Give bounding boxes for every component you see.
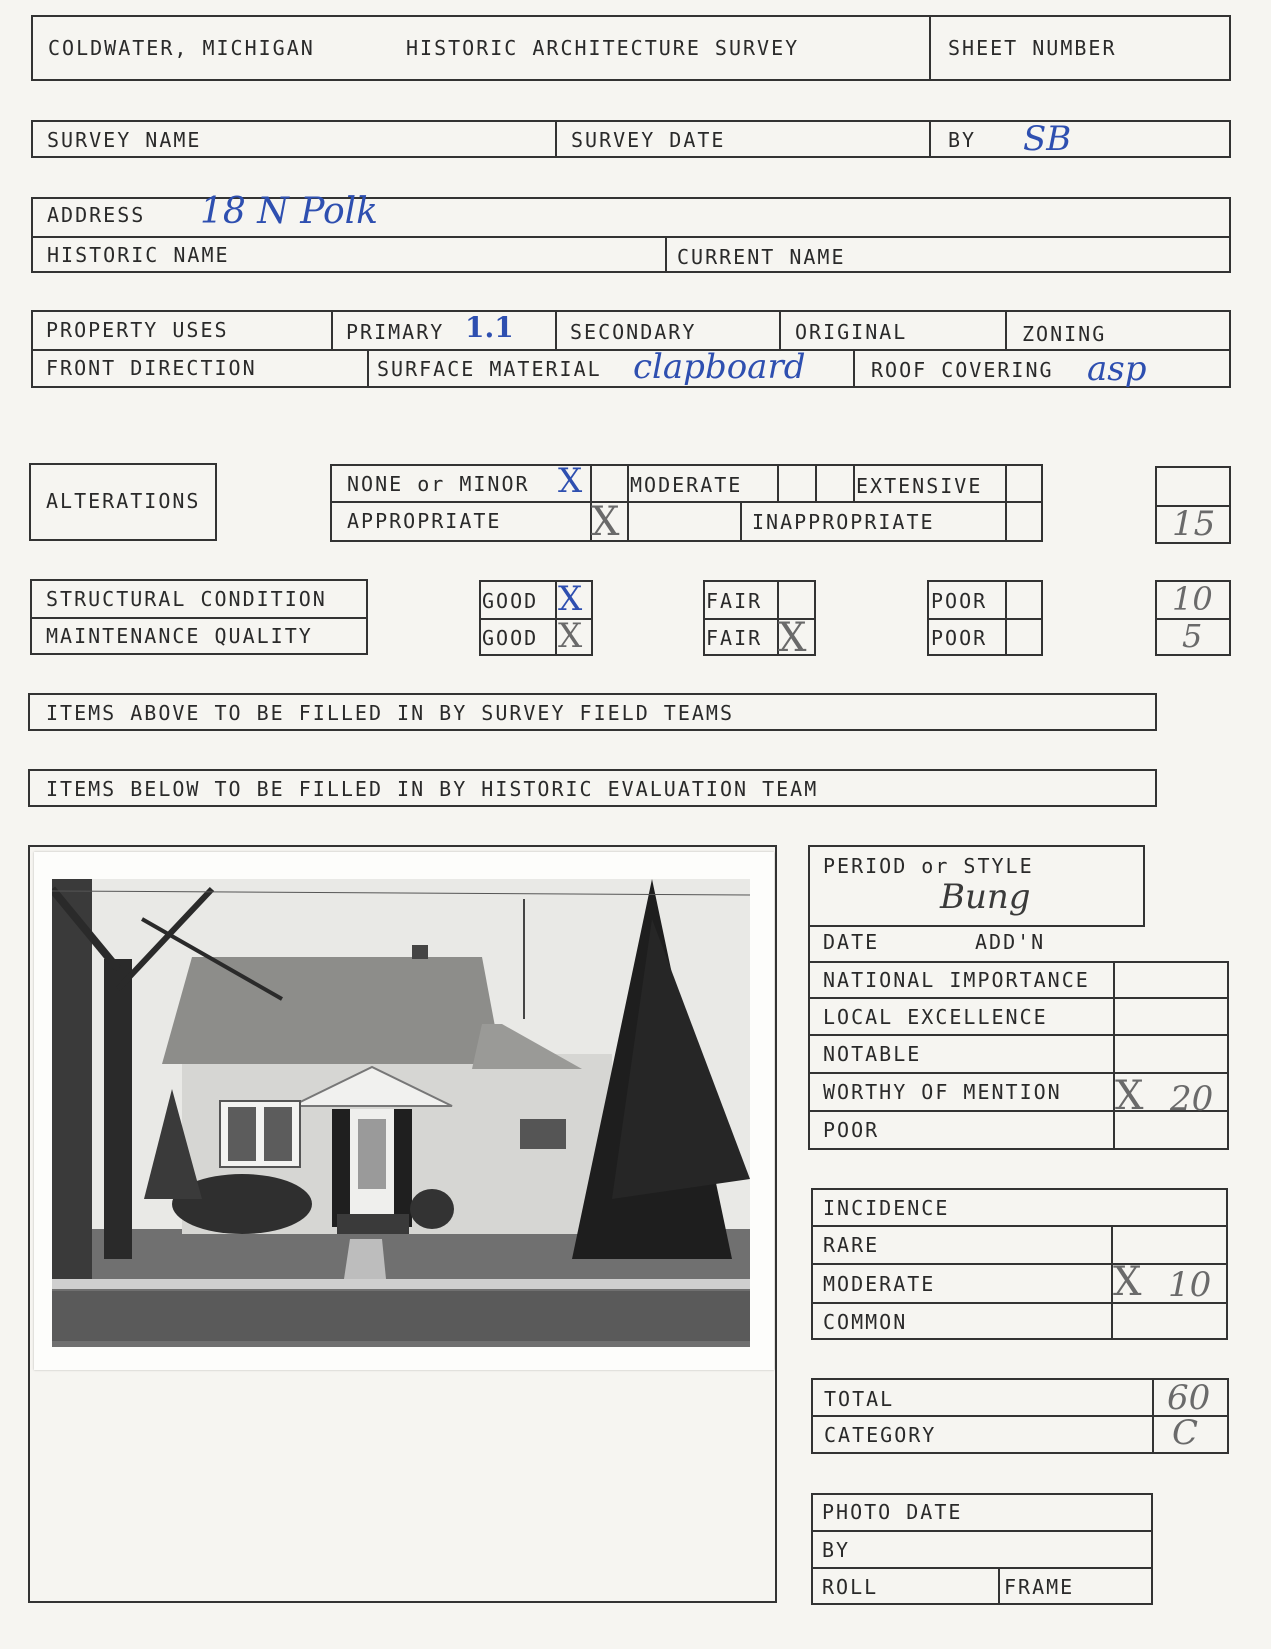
below-note: ITEMS BELOW TO BE FILLED IN BY HISTORIC EVALUATION TEAM bbox=[46, 777, 819, 801]
worthy-score: 20 bbox=[1170, 1079, 1214, 1119]
rare-label: RARE bbox=[823, 1233, 880, 1257]
importance-poor-label: POOR bbox=[823, 1118, 880, 1142]
appropriate-label: APPROPRIATE bbox=[347, 509, 502, 533]
period-style-label: PERIOD or STYLE bbox=[823, 854, 1034, 878]
maintenance-fair-label: FAIR bbox=[706, 626, 763, 650]
roll-label: ROLL bbox=[822, 1575, 879, 1599]
category-label: CATEGORY bbox=[824, 1423, 937, 1447]
total-value: 60 bbox=[1167, 1378, 1211, 1418]
structural-poor-label: POOR bbox=[931, 589, 988, 613]
none-minor-mark: X bbox=[558, 461, 583, 501]
incidence-moderate-score: 10 bbox=[1168, 1265, 1212, 1305]
frame-label: FRAME bbox=[1004, 1575, 1075, 1599]
incidence-moderate-label: MODERATE bbox=[823, 1272, 936, 1296]
date-label: DATE bbox=[823, 930, 880, 954]
sheet-number-label: SHEET NUMBER bbox=[948, 36, 1117, 60]
zoning-label: ZONING bbox=[1022, 322, 1107, 346]
maintenance-good-mark: X bbox=[558, 616, 583, 656]
appropriate-mark: X bbox=[591, 499, 620, 545]
structural-good-mark: X bbox=[558, 579, 583, 619]
national-importance-label: NATIONAL IMPORTANCE bbox=[823, 968, 1090, 992]
original-label: ORIGINAL bbox=[795, 320, 908, 344]
photo-date-label: PHOTO DATE bbox=[822, 1500, 963, 1524]
photo-by-label: BY bbox=[822, 1538, 851, 1562]
roof-covering-label: ROOF COVERING bbox=[871, 358, 1054, 382]
total-label: TOTAL bbox=[824, 1387, 895, 1411]
common-label: COMMON bbox=[823, 1310, 908, 1334]
primary-value: 1.1 bbox=[465, 311, 514, 344]
header-title: HISTORIC ARCHITECTURE SURVEY bbox=[406, 36, 800, 60]
worthy-of-mention-label: WORTHY OF MENTION bbox=[823, 1080, 1062, 1104]
house-photo-image bbox=[52, 879, 750, 1347]
category-value: C bbox=[1172, 1413, 1199, 1453]
maintenance-score: 5 bbox=[1182, 617, 1203, 655]
incidence-moderate-mark: X bbox=[1113, 1259, 1142, 1305]
maintenance-good-label: GOOD bbox=[482, 626, 539, 650]
survey-by-value: SB bbox=[1023, 119, 1072, 159]
structural-score: 10 bbox=[1172, 580, 1213, 618]
secondary-label: SECONDARY bbox=[570, 320, 697, 344]
structural-condition-label: STRUCTURAL CONDITION bbox=[46, 587, 327, 611]
notable-label: NOTABLE bbox=[823, 1042, 922, 1066]
structural-good-label: GOOD bbox=[482, 589, 539, 613]
historic-name-label: HISTORIC NAME bbox=[47, 243, 230, 267]
surface-material-label: SURFACE MATERIAL bbox=[377, 357, 602, 381]
maintenance-poor-label: POOR bbox=[931, 626, 988, 650]
alterations-label: ALTERATIONS bbox=[46, 489, 201, 513]
above-note: ITEMS ABOVE TO BE FILLED IN BY SURVEY FIELD TEAMS bbox=[46, 701, 735, 725]
addn-label: ADD'N bbox=[975, 930, 1046, 954]
header-city: COLDWATER, MICHIGAN bbox=[48, 36, 315, 60]
survey-name-label: SURVEY NAME bbox=[47, 128, 202, 152]
maintenance-fair-mark: X bbox=[778, 615, 807, 661]
maintenance-quality-label: MAINTENANCE QUALITY bbox=[46, 624, 313, 648]
roof-covering-value: asp bbox=[1087, 349, 1147, 389]
survey-date-label: SURVEY DATE bbox=[571, 128, 726, 152]
address-label: ADDRESS bbox=[47, 203, 146, 227]
primary-label: PRIMARY bbox=[346, 320, 445, 344]
worthy-mark: X bbox=[1115, 1073, 1144, 1119]
surface-material-value: clapboard bbox=[633, 347, 806, 387]
incidence-label: INCIDENCE bbox=[823, 1196, 950, 1220]
property-uses-label: PROPERTY USES bbox=[46, 318, 229, 342]
structural-fair-label: FAIR bbox=[706, 589, 763, 613]
current-name-label: CURRENT NAME bbox=[677, 245, 846, 269]
front-direction-label: FRONT DIRECTION bbox=[46, 356, 257, 380]
house-photograph bbox=[34, 852, 774, 1370]
survey-by-label: BY bbox=[948, 128, 977, 152]
local-excellence-label: LOCAL EXCELLENCE bbox=[823, 1005, 1048, 1029]
address-value: 18 N Polk bbox=[200, 191, 378, 232]
inappropriate-label: INAPPROPRIATE bbox=[752, 510, 935, 534]
period-style-value: Bung bbox=[940, 877, 1031, 917]
extensive-label: EXTENSIVE bbox=[856, 474, 983, 498]
alterations-score: 15 bbox=[1172, 504, 1216, 544]
none-minor-label: NONE or MINOR bbox=[347, 472, 530, 496]
moderate-label: MODERATE bbox=[630, 473, 743, 497]
